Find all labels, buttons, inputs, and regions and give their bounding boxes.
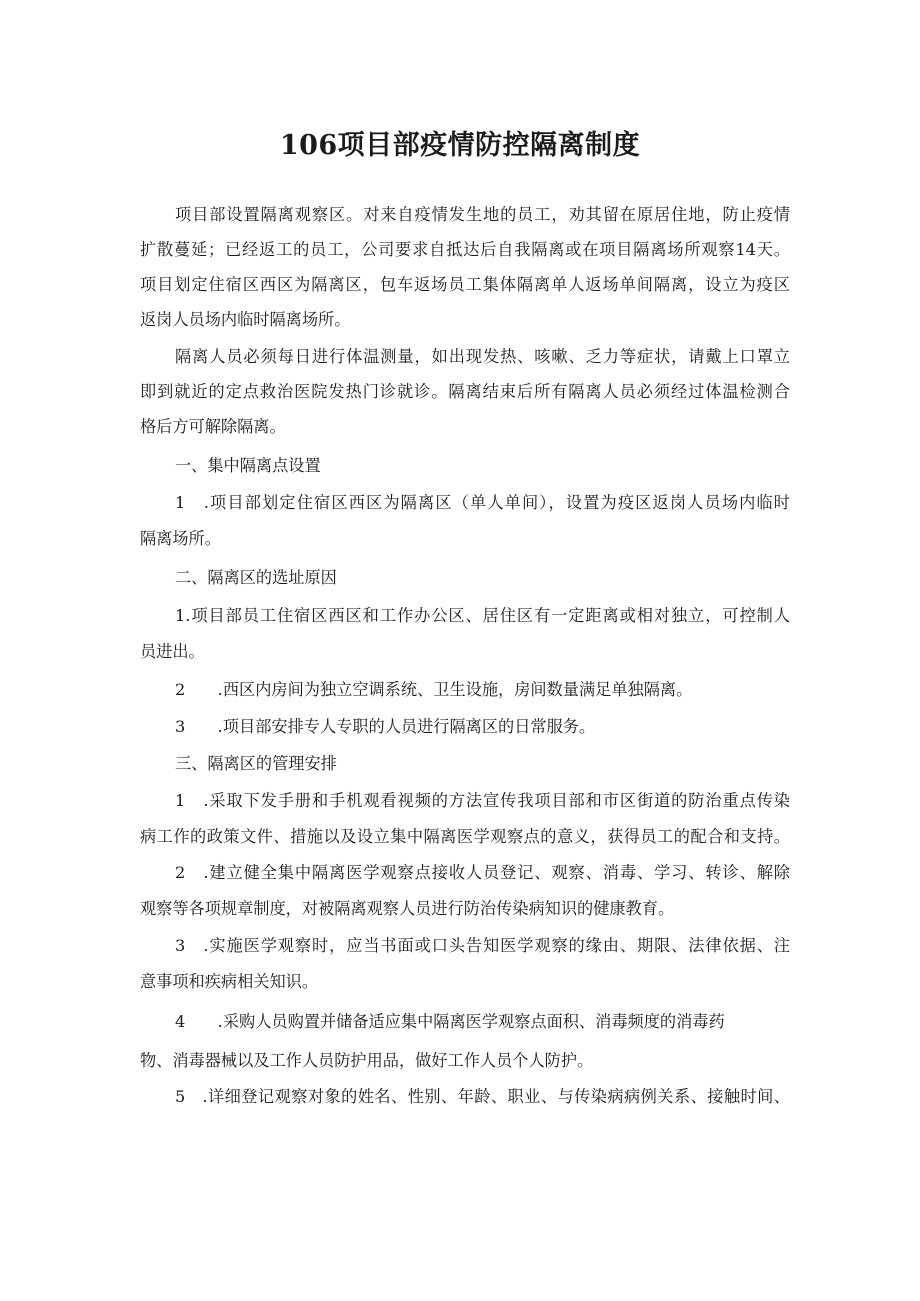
item-3-5-line-1: 5 .详细登记观察对象的姓名、性别、年龄、职业、与传染病病例关系、接触时间、 bbox=[175, 1087, 790, 1106]
paragraph-1-line-4: 返岗人员场内临时隔离场所。 bbox=[140, 310, 351, 329]
document-title: 106项目部疫情防控隔离制度 bbox=[279, 130, 641, 161]
item-3-1-line-2: 病工作的政策文件、措施以及设立集中隔离医学观察点的意义，获得员工的配合和支持。 bbox=[140, 827, 790, 846]
section-heading-2: 二、隔离区的选址原因 bbox=[175, 568, 337, 587]
section-heading-1: 一、集中隔离点设置 bbox=[175, 456, 321, 475]
item-1-1-line-1: 1 .项目部划定住宿区西区为隔离区（单人单间），设置为疫区返岗人员场内临时 bbox=[175, 493, 790, 512]
item-1-1-line-2: 隔离场所。 bbox=[140, 529, 221, 548]
item-2-3: 3 .项目部安排专人专职的人员进行隔离区的日常服务。 bbox=[175, 717, 596, 736]
item-3-4-line-2: 物、消毒器械以及工作人员防护用品，做好工作人员个人防护。 bbox=[140, 1051, 594, 1070]
item-3-2-line-1: 2 .建立健全集中隔离医学观察点接收人员登记、观察、消毒、学习、转诊、解除 bbox=[175, 863, 790, 882]
section-heading-3: 三、隔离区的管理安排 bbox=[175, 754, 337, 773]
item-3-1-line-1: 1 .采取下发手册和手机观看视频的方法宣传我项目部和市区街道的防治重点传染 bbox=[175, 791, 790, 810]
item-3-4-line-1: 4 .采购人员购置并储备适应集中隔离医学观察点面积、消毒频度的消毒药 bbox=[175, 1012, 725, 1031]
item-2-2: 2 .西区内房间为独立空调系统、卫生设施，房间数量满足单独隔离。 bbox=[175, 680, 693, 699]
paragraph-2-line-2: 即到就近的定点救治医院发热门诊就诊。隔离结束后所有隔离人员必须经过体温检测合 bbox=[140, 382, 790, 401]
paragraph-1-line-1: 项目部设置隔离观察区。对来自疫情发生地的员工，劝其留在原居住地，防止疫情 bbox=[175, 205, 790, 224]
item-3-3-line-2: 意事项和疾病相关知识。 bbox=[140, 972, 319, 991]
item-3-2-line-2: 观察等各项规章制度，对被隔离观察人员进行防治传染病知识的健康教育。 bbox=[140, 899, 675, 918]
item-2-1-line-1: 1.项目部员工住宿区西区和工作办公区、居住区有一定距离或相对独立，可控制人 bbox=[175, 606, 790, 625]
paragraph-1-line-2: 扩散蔓延；已经返工的员工，公司要求自抵达后自我隔离或在项目隔离场所观察14天。 bbox=[140, 240, 790, 259]
item-3-3-line-1: 3 .实施医学观察时，应当书面或口头告知医学观察的缘由、期限、法律依据、注 bbox=[175, 936, 790, 955]
item-2-1-line-2: 员进出。 bbox=[140, 642, 205, 661]
paragraph-2-line-1: 隔离人员必须每日进行体温测量，如出现发热、咳嗽、乏力等症状，请戴上口罩立 bbox=[175, 347, 790, 366]
paragraph-1-line-3: 项目划定住宿区西区为隔离区，包车返场员工集体隔离单人返场单间隔离，设立为疫区 bbox=[140, 275, 790, 294]
paragraph-2-line-3: 格后方可解除隔离。 bbox=[140, 417, 286, 436]
